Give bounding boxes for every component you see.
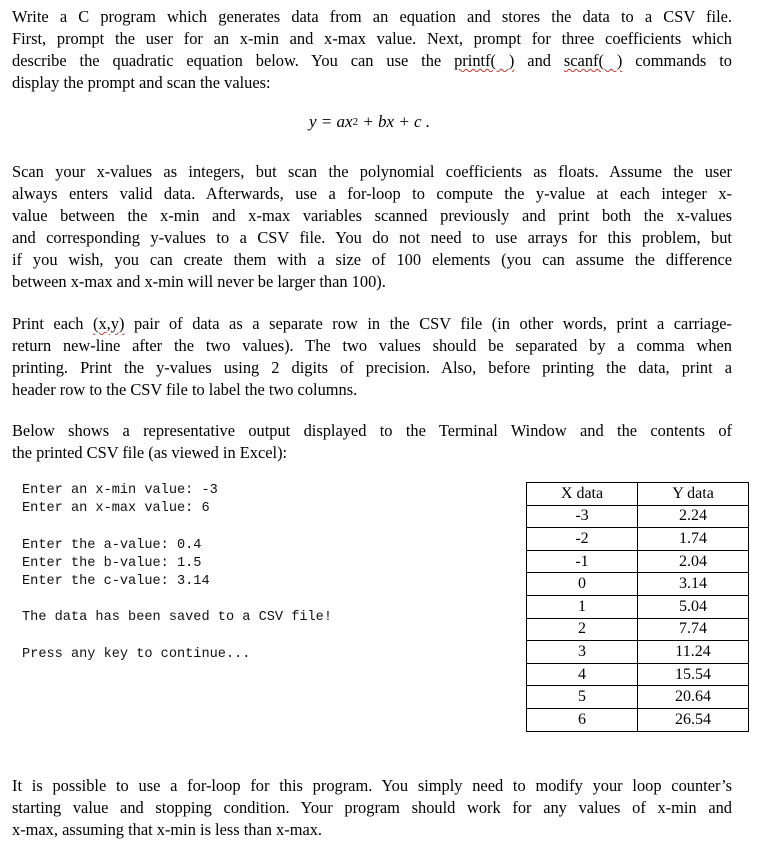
table-row (527, 641, 749, 664)
closing-paragraph (12, 775, 732, 841)
y-cell: 5.04 (638, 595, 749, 618)
y-cell: 2.04 (638, 550, 749, 573)
para3-line-1 (12, 313, 732, 335)
para3-lead: Print each (12, 314, 93, 333)
csv-table (526, 482, 749, 732)
terminal-line-xmin: Enter an x-min value: -3 (22, 483, 218, 498)
para2-line-3: value between the x-min and x-max variables scanned previously and print both the x-values (12, 206, 732, 225)
scanf-term: scanf( ) (563, 51, 623, 70)
para4-line-1: Below shows a representative output displayed to the Terminal Window and the contents of (12, 421, 732, 440)
x-cell: 5 (527, 686, 638, 709)
table-row (527, 595, 749, 618)
table-header-row (527, 483, 749, 506)
intro-line-3 (12, 50, 732, 72)
table-row (527, 663, 749, 686)
table-row (527, 686, 749, 709)
terminal-line-saved: The data has been saved to a CSV file! (22, 610, 332, 625)
table-row (527, 573, 749, 596)
intro-line-3-text: describe the quadratic equation below. You can use the (12, 51, 455, 70)
y-cell: 26.54 (638, 708, 749, 731)
intro-line-4: display the prompt and scan the values: (12, 73, 271, 92)
y-cell: 2.24 (638, 505, 749, 528)
table-row (527, 550, 749, 573)
intro-line-2: First, prompt the user for an x-min and x-max value. Next, prompt for three coefficients which (12, 29, 732, 48)
para3-line-4: header row to the CSV file to label the two columns. (12, 380, 358, 399)
equation-power: 2 (352, 116, 359, 128)
x-cell: -3 (527, 505, 638, 528)
x-cell: 4 (527, 663, 638, 686)
intro-and: and (514, 51, 564, 70)
para5-line-1: It is possible to use a for-loop for this program. You simply need to modify your loop counter’s (12, 776, 732, 795)
para2-line-2: always enters valid data. Afterwards, use a for-loop to compute the y-value at each integer x- (12, 184, 732, 203)
print-paragraph (12, 313, 732, 401)
y-cell: 20.64 (638, 686, 749, 709)
para2-line-6: between x-max and x-min will never be larger than 100). (12, 272, 386, 291)
table-row (527, 708, 749, 731)
equation-lhs: y = ax (309, 112, 353, 131)
intro-paragraph (12, 6, 732, 94)
para4-line-2: the printed CSV file (as viewed in Excel): (12, 443, 288, 462)
para3-first-rest: pair of data as a separate row in the CSV file (in other words, print a carriage- (124, 314, 732, 333)
table-row (527, 528, 749, 551)
printf-term: printf( ) (454, 51, 515, 70)
y-cell: 3.14 (638, 573, 749, 596)
terminal-line-b: Enter the b-value: 1.5 (22, 556, 202, 571)
x-cell: 1 (527, 595, 638, 618)
xy-term: (x,y) (93, 314, 125, 333)
terminal-line-c: Enter the c-value: 3.14 (22, 574, 210, 589)
para2-line-4: and corresponding y-values to a CSV file. You do not need to use arrays for this problem, but (12, 228, 732, 247)
intro-tail: commands to (622, 51, 732, 70)
header-x-data: X data (527, 483, 638, 506)
para5-line-2: starting value and stopping condition. Your program should work for any values of x-min and (12, 798, 732, 817)
para5-line-3: x-max, assuming that x-min is less than x-max. (12, 820, 323, 839)
para2-line-5: if you wish, you can create them with a size of 100 elements (you can assume the difference (12, 250, 732, 269)
y-cell: 15.54 (638, 663, 749, 686)
y-cell: 7.74 (638, 618, 749, 641)
x-cell: 0 (527, 573, 638, 596)
para2-line-1: Scan your x-values as integers, but scan the polynomial coefficients as floats. Assume the user (12, 162, 732, 181)
output-intro-paragraph (12, 420, 732, 464)
intro-line-1: Write a C program which generates data from an equation and stores the data to a CSV file. (12, 7, 732, 26)
quadratic-equation (309, 112, 430, 132)
terminal-line-press: Press any key to continue... (22, 647, 251, 662)
equation-rhs: + bx + c . (358, 112, 431, 131)
table-row (527, 618, 749, 641)
x-cell: 6 (527, 708, 638, 731)
scan-paragraph (12, 161, 732, 293)
para3-line-2: return new-line after the two values). The two values should be separated by a comma when (12, 336, 732, 355)
para3-line-3: printing. Print the y-values using 2 digits of precision. Also, before printing the data, print a (12, 358, 732, 377)
y-cell: 1.74 (638, 528, 749, 551)
x-cell: -2 (527, 528, 638, 551)
table-row (527, 505, 749, 528)
terminal-line-a: Enter the a-value: 0.4 (22, 538, 202, 553)
header-y-data: Y data (638, 483, 749, 506)
y-cell: 11.24 (638, 641, 749, 664)
x-cell: -1 (527, 550, 638, 573)
x-cell: 3 (527, 641, 638, 664)
x-cell: 2 (527, 618, 638, 641)
terminal-line-xmax: Enter an x-max value: 6 (22, 501, 210, 516)
